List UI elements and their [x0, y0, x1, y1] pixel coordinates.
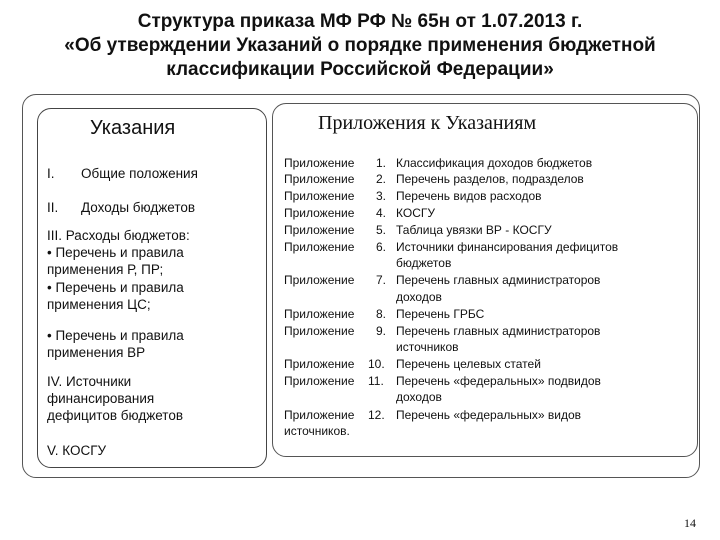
appendix-text: Таблица увязки ВР - КОСГУ [396, 223, 552, 237]
appendix-text: доходов [396, 290, 442, 304]
appendix-label: Приложение [284, 223, 355, 237]
page-number: 14 [684, 516, 696, 530]
title-line-1: Структура приказа МФ РФ № 65н от 1.07.2013 г. [137, 11, 583, 32]
slide-title [20, 10, 700, 82]
appendix-number: 12. [368, 408, 385, 422]
appendix-text: Перечень «федеральных» видов [396, 408, 582, 422]
appendix-number: 3. [376, 189, 387, 203]
appendix-text: доходов [396, 390, 442, 404]
section-3-bullet-3-line-1: • Перечень и правила [47, 328, 184, 343]
appendix-label: Приложение [284, 273, 355, 287]
section-3-bullet-1-line-1: • Перечень и правила [47, 245, 184, 260]
section-1 [47, 166, 198, 182]
appendix-number: 9. [376, 324, 387, 338]
instructions-heading: Указания [90, 117, 176, 139]
appendix-number: 6. [376, 240, 387, 254]
appendix-label: Приложение [284, 240, 355, 254]
appendix-number: 11. [368, 374, 384, 388]
appendix-text: Перечень ГРБС [396, 307, 485, 321]
appendix-number: 1. [376, 156, 387, 170]
appendix-text: Перечень целевых статей [396, 357, 541, 371]
appendix-label: Приложение [284, 324, 355, 338]
section-4-line-1: IV. Источники [47, 374, 132, 389]
appendix-text: Перечень разделов, подразделов [396, 172, 584, 186]
appendix-label: Приложение [284, 357, 355, 371]
appendix-text: Классификация доходов бюджетов [396, 156, 593, 170]
title-line-2: «Об утверждении Указаний о порядке применения бюджетной [64, 35, 656, 56]
section-2 [47, 200, 195, 216]
appendix-text: Перечень главных администраторов [396, 324, 601, 338]
section-3-line-1: III. Расходы бюджетов: [47, 228, 190, 243]
appendix-label: источников. [284, 424, 350, 438]
appendix-number: 2. [376, 172, 387, 186]
appendix-label: Приложение [284, 307, 355, 321]
section-1-text: Общие положения [81, 166, 198, 181]
section-2-text: Доходы бюджетов [81, 200, 196, 215]
section-5: V. КОСГУ [47, 443, 107, 458]
appendices-heading: Приложения к Указаниям [318, 112, 537, 134]
appendix-text: Источники финансирования дефицитов [396, 240, 619, 254]
appendix-number: 10. [368, 357, 385, 371]
section-1-number: I. [47, 166, 55, 181]
section-3-bullet-2-line-1: • Перечень и правила [47, 280, 184, 295]
appendix-text: Перечень видов расходов [396, 189, 542, 203]
appendix-label: Приложение [284, 172, 355, 186]
appendix-number: 8. [376, 307, 387, 321]
appendix-label: Приложение [284, 206, 355, 220]
appendix-text: Перечень «федеральных» подвидов [396, 374, 601, 388]
section-3-bullet-2-line-2: применения ЦС; [47, 297, 151, 312]
section-2-number: II. [47, 200, 59, 215]
appendix-label: Приложение [284, 156, 355, 170]
section-3-bullet-1-line-2: применения Р, ПР; [47, 262, 164, 277]
appendix-label: Приложение [284, 408, 355, 422]
section-4-line-2: финансирования [47, 391, 155, 406]
appendix-label: Приложение [284, 374, 355, 388]
appendix-text: бюджетов [396, 256, 452, 270]
appendix-number: 4. [376, 206, 387, 220]
appendix-text: КОСГУ [396, 206, 435, 220]
appendix-label: Приложение [284, 189, 355, 203]
section-3-bullet-3-line-2: применения ВР [47, 345, 146, 360]
appendix-text: Перечень главных администраторов [396, 273, 601, 287]
title-line-3: классификации Российской Федерации» [166, 59, 554, 80]
section-4-line-3: дефицитов бюджетов [47, 408, 184, 423]
appendix-number: 5. [376, 223, 387, 237]
appendix-number: 7. [376, 273, 387, 287]
appendix-text: источников [396, 340, 459, 354]
